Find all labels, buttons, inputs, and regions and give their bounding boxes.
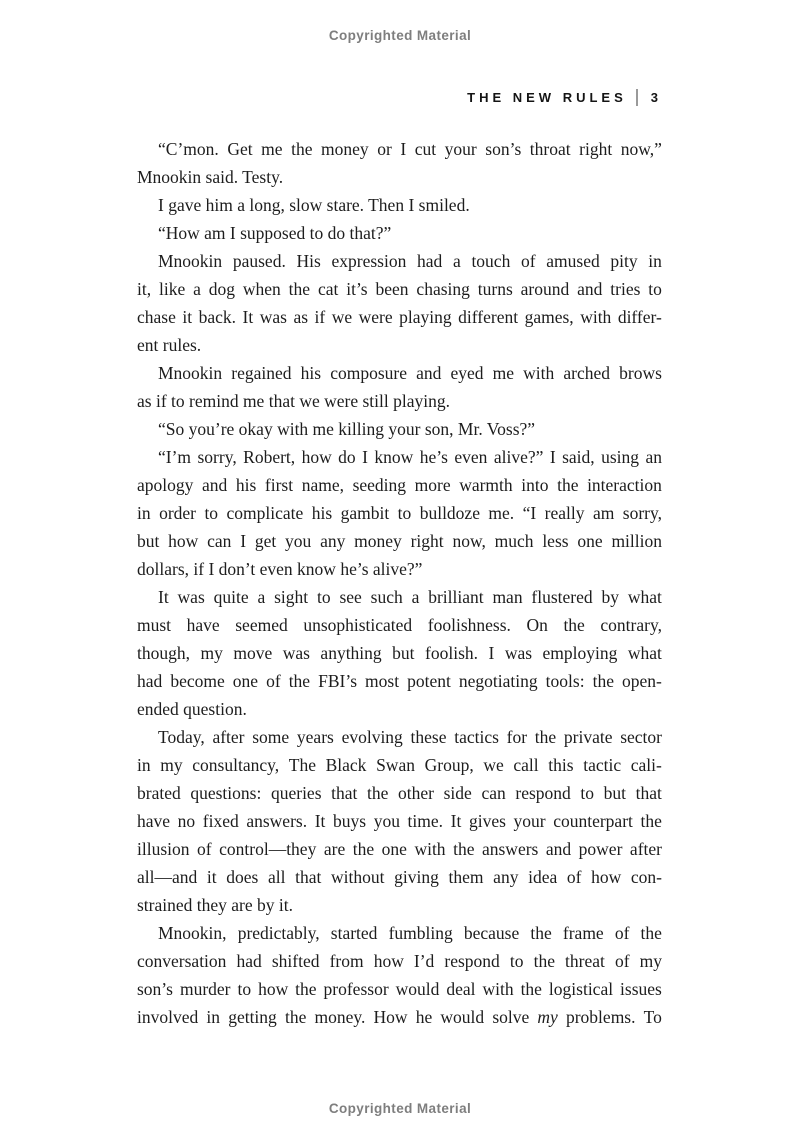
paragraph — [137, 723, 662, 919]
paragraph — [137, 919, 662, 1031]
text-line: chase it back. It was as if we were playing different games, with differ- — [137, 307, 662, 327]
text-line: “So you’re okay with me killing your son, Mr. Voss?” — [158, 419, 536, 439]
body-text — [137, 135, 662, 1031]
text-line: had become one of the FBI’s most potent negotiating tools: the open- — [137, 671, 662, 691]
text-line: in my consultancy, The Black Swan Group, we call this tactic cali- — [137, 755, 662, 775]
paragraph — [137, 443, 662, 583]
text-line: Mnookin, predictably, started fumbling because the frame of the — [158, 923, 662, 943]
text-line: It was quite a sight to see such a brilliant man flustered by what — [158, 587, 662, 607]
paragraph — [137, 135, 662, 191]
text-line: son’s murder to how the professor would deal with the logistical issues — [137, 979, 662, 999]
text-line: “C’mon. Get me the money or I cut your son’s throat right now,” — [158, 139, 662, 159]
text-line: “How am I supposed to do that?” — [158, 223, 392, 243]
paragraph — [137, 219, 662, 247]
text-line: ent rules. — [137, 335, 202, 355]
text-line: conversation had shifted from how I’d respond to the threat of my — [137, 951, 662, 971]
copyright-watermark-bottom: Copyrighted Material — [328, 1101, 472, 1116]
text-line: involved in getting the money. How he would solve my problems. To — [137, 1007, 662, 1027]
text-line: have no fixed answers. It buys you time. It gives your counterpart the — [137, 811, 662, 831]
text-line: Today, after some years evolving these tactics for the private sector — [158, 727, 662, 747]
paragraph — [137, 359, 662, 415]
paragraph — [137, 415, 662, 443]
paragraph — [137, 583, 662, 723]
text-line: as if to remind me that we were still playing. — [137, 391, 450, 411]
text-line: but how can I get you any money right now, much less one million — [137, 531, 662, 551]
text-line: I gave him a long, slow stare. Then I smiled. — [158, 195, 470, 215]
copyright-watermark-top: Copyrighted Material — [328, 28, 472, 43]
text-line: it, like a dog when the cat it’s been chasing turns around and tries to — [137, 279, 662, 299]
text-line: Mnookin said. Testy. — [137, 167, 284, 187]
text-line: Mnookin regained his composure and eyed me with arched brows — [158, 363, 662, 383]
paragraph — [137, 191, 662, 219]
text-line: ended question. — [137, 699, 247, 719]
paragraph — [137, 247, 662, 359]
text-line: brated questions: queries that the other side can respond to but that — [137, 783, 662, 803]
text-line: in order to complicate his gambit to bulldoze me. “I really am sorry, — [137, 503, 662, 523]
page-number: 3 — [650, 90, 662, 105]
chapter-title: THE NEW RULES — [467, 90, 627, 105]
text-line: apology and his first name, seeding more warmth into the interaction — [137, 475, 662, 495]
text-line: must have seemed unsophisticated foolishness. On the contrary, — [137, 615, 662, 635]
text-line: though, my move was anything but foolish. I was employing what — [137, 643, 662, 663]
text-line: illusion of control—they are the one with the answers and power after — [137, 839, 662, 859]
text-line: dollars, if I don’t even know he’s alive?” — [137, 559, 423, 579]
text-line: all—and it does all that without giving them any idea of how con- — [137, 867, 662, 887]
text-line: strained they are by it. — [137, 895, 293, 915]
running-header — [137, 89, 662, 106]
text-line: “I’m sorry, Robert, how do I know he’s even alive?” I said, using an — [158, 447, 662, 467]
header-separator — [636, 89, 638, 106]
text-line: Mnookin paused. His expression had a touch of amused pity in — [158, 251, 662, 271]
